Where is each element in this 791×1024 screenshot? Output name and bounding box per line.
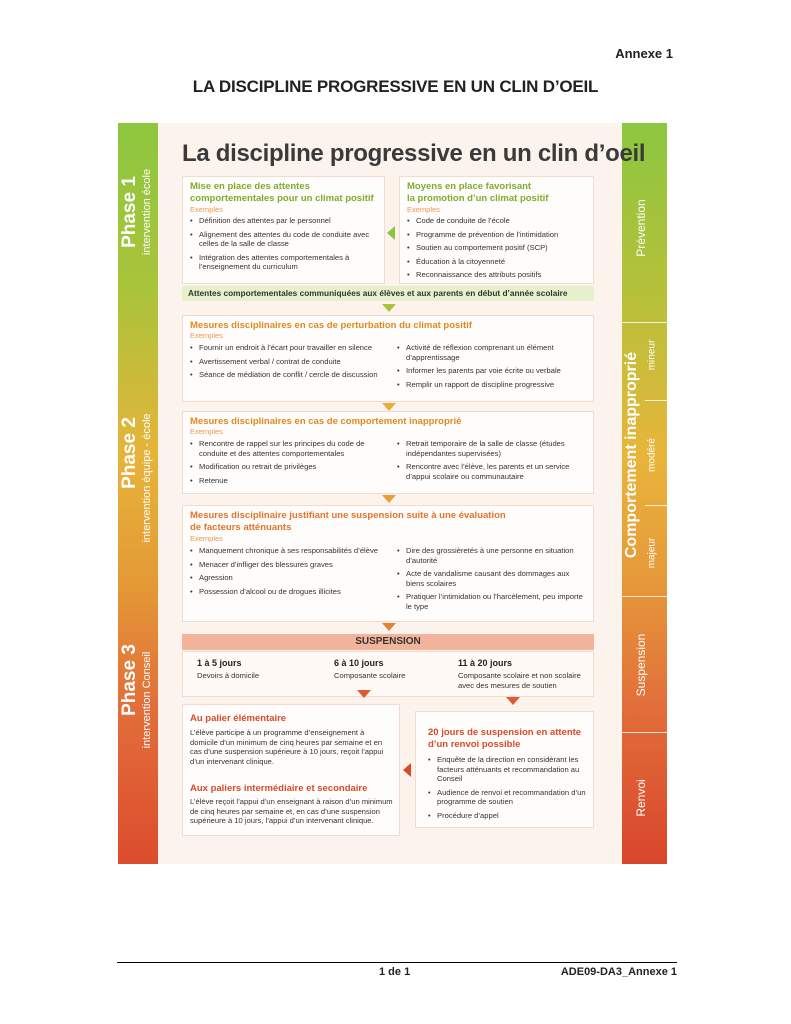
list-item: • Rencontre avec l’élève, les parents et un service d’appui scolaire ou communautaire: [397, 462, 589, 481]
list-item: • Intégration des attentes comportementales à l’enseignement du curriculum: [190, 253, 375, 272]
list-item: • Agression: [190, 573, 390, 583]
list-item: • Programme de prévention de l’intimidation: [407, 230, 589, 240]
list-item: • Avertissement verbal / contrat de conduite: [190, 357, 390, 367]
box-moyens-title-2: la promotion d’un climat positif: [407, 193, 549, 204]
band-divider: [622, 732, 667, 733]
band-divider: [622, 322, 667, 323]
phase-3-sub: intervention Conseil: [141, 651, 153, 749]
arrow-left-icon: [387, 226, 395, 240]
list-item: • Fournir un endroit à l’écart pour travailler en silence: [190, 343, 390, 353]
box-perturbation-list-right: [397, 343, 589, 393]
box-perturbation-title: Mesures disciplinaires en cas de perturbation du climat positif: [190, 320, 472, 331]
list-item: • Reconnaissance des attributs positifs: [407, 270, 589, 280]
box-renvoi-title-1: 20 jours de suspension en attente: [428, 727, 582, 738]
suspension-label: Suspension: [634, 633, 648, 697]
list-item: • Soutien au comportement positif (SCP): [407, 243, 589, 253]
page-number: 1 de 1: [379, 966, 411, 978]
list-item: • Acte de vandalisme causant des dommages aux biens scolaires: [397, 569, 589, 588]
duration-desc: Composante scolaire: [334, 671, 406, 680]
suspension-banner: SUSPENSION: [182, 634, 594, 650]
list-item: • Séance de médiation de conflit / cercle de discussion: [190, 370, 390, 380]
box-comportement-list-right: [397, 439, 589, 485]
box-paliers-text-1: L’élève participe à un programme d’enseignement à domicile d’un minimum de cinq heures par semaine et en cas d’une suspension supérieure à 10 jours, reçoit l’appui d’un intervenant clinique.: [190, 728, 384, 766]
list-item: • Possession d’alcool ou de drogues illicites: [190, 587, 390, 597]
box-attentes-list: [190, 216, 375, 276]
box-suspension-justifiee-title-2: de facteurs atténuants: [190, 522, 292, 533]
box-paliers-text-2: L’élève reçoit l’appui d’un enseignant à raison d’un minimum de cinq heures par semaine et, en cas d’une suspension supérieure à 10 jours, l’appui d’un intervenant clinique.: [190, 797, 393, 826]
list-item: • Procédure d’appel: [428, 811, 588, 821]
list-item: • Menacer d’infliger des blessures graves: [190, 560, 390, 570]
list-item: • Remplir un rapport de discipline progressive: [397, 380, 589, 390]
arrow-down-icon: [382, 495, 396, 503]
prevention-label: Prévention: [634, 199, 648, 257]
list-item: • Activité de réflexion comprenant un élément d’apprentissage: [397, 343, 589, 362]
duration-desc: Composante scolaire et non scolaire avec des mesures de soutien: [458, 671, 581, 690]
arrow-down-icon: [357, 690, 371, 698]
exemples-label: Exemples: [190, 427, 223, 436]
list-item: • Informer les parents par voie écrite ou verbale: [397, 366, 589, 376]
arrow-left-icon: [403, 763, 411, 777]
box-attentes-title-2: comportementales pour un climat positif: [190, 193, 374, 204]
arrow-down-icon: [506, 697, 520, 705]
phase-2-label: Phase 2: [119, 417, 140, 489]
poster-title: La discipline progressive en un clin d’oeil: [182, 140, 646, 167]
exemples-label: Exemples: [407, 205, 440, 214]
exemples-label: Exemples: [190, 534, 223, 543]
phase-2-sub: intervention équipe - école: [141, 413, 153, 543]
box-attentes-title-1: Mise en place des attentes: [190, 181, 310, 192]
duration-title: 6 à 10 jours: [334, 658, 384, 668]
arrow-down-icon: [382, 623, 396, 631]
list-item: • Manquement chronique à ses responsabilités d’élève: [190, 546, 390, 556]
attentes-banner: Attentes comportementales communiquées aux élèves et aux parents en début d’année scolaire: [182, 286, 594, 301]
phase-1-sub: intervention école: [141, 168, 153, 256]
band-divider: [622, 596, 667, 597]
box-suspension-justifiee-list-right: [397, 546, 589, 615]
box-suspension-justifiee-title-1: Mesures disciplinaire justifiant une suspension suite à une évaluation: [190, 510, 506, 521]
phase-1-label: Phase 1: [119, 176, 140, 248]
document-title: LA DISCIPLINE PROGRESSIVE EN UN CLIN D’OEIL: [192, 77, 599, 96]
list-item: • Retenue: [190, 476, 390, 486]
renvoi-label: Renvoi: [634, 779, 648, 817]
list-item: • Audience de renvoi et recommandation d’un programme de soutien: [428, 788, 588, 807]
comportement-label: Comportement inapproprié: [623, 351, 640, 559]
box-paliers-title-2: Aux paliers intermédiaire et secondaire: [190, 783, 368, 794]
modere-label: modéré: [646, 438, 658, 472]
exemples-label: Exemples: [190, 331, 223, 340]
box-perturbation-list-left: [190, 343, 390, 384]
phase-3-label: Phase 3: [119, 644, 140, 716]
list-item: • Rencontre de rappel sur les principes du code de conduite et des attentes comportementales: [190, 439, 390, 458]
duration-title: 1 à 5 jours: [197, 658, 242, 668]
annexe-label: Annexe 1: [615, 46, 673, 61]
list-item: • Dire des grossièretés à une personne en situation d’autorité: [397, 546, 589, 565]
list-item: • Modification ou retrait de privilèges: [190, 462, 390, 472]
list-item: • Enquête de la direction en considérant les facteurs atténuants et recommandation au Conseil: [428, 755, 588, 784]
duration-title: 11 à 20 jours: [458, 658, 513, 668]
box-renvoi-list: [428, 755, 588, 824]
arrow-down-icon: [382, 304, 396, 312]
list-item: • Retrait temporaire de la salle de classe (études indépendantes supervisées): [397, 439, 589, 458]
band-divider: [645, 505, 667, 506]
box-moyens-title-1: Moyens en place favorisant: [407, 181, 532, 192]
box-comportement-list-left: [190, 439, 390, 489]
list-item: • Code de conduite de l’école: [407, 216, 589, 226]
footer-rule: [117, 962, 677, 963]
box-moyens-list: [407, 216, 589, 284]
box-suspension-justifiee-list-left: [190, 546, 390, 600]
list-item: • Alignement des attentes du code de conduite avec celles de la salle de classe: [190, 230, 375, 249]
duration-desc: Devoirs à domicile: [197, 671, 260, 680]
band-divider: [645, 400, 667, 401]
majeur-label: majeur: [646, 537, 658, 569]
list-item: • Pratiquer l’intimidation ou l’harcèlement, peu importe le type: [397, 592, 589, 611]
list-item: • Éducation à la citoyenneté: [407, 257, 589, 267]
box-comportement-title: Mesures disciplinaires en cas de comportement inapproprié: [190, 416, 462, 427]
exemples-label: Exemples: [190, 205, 223, 214]
list-item: • Définition des attentes par le personnel: [190, 216, 375, 226]
mineur-label: mineur: [646, 339, 658, 371]
document-code: ADE09-DA3_Annexe 1: [560, 966, 677, 978]
box-paliers-title-1: Au palier élémentaire: [190, 713, 287, 724]
box-renvoi-title-2: d’un renvoi possible: [428, 739, 521, 750]
arrow-down-icon: [382, 403, 396, 411]
